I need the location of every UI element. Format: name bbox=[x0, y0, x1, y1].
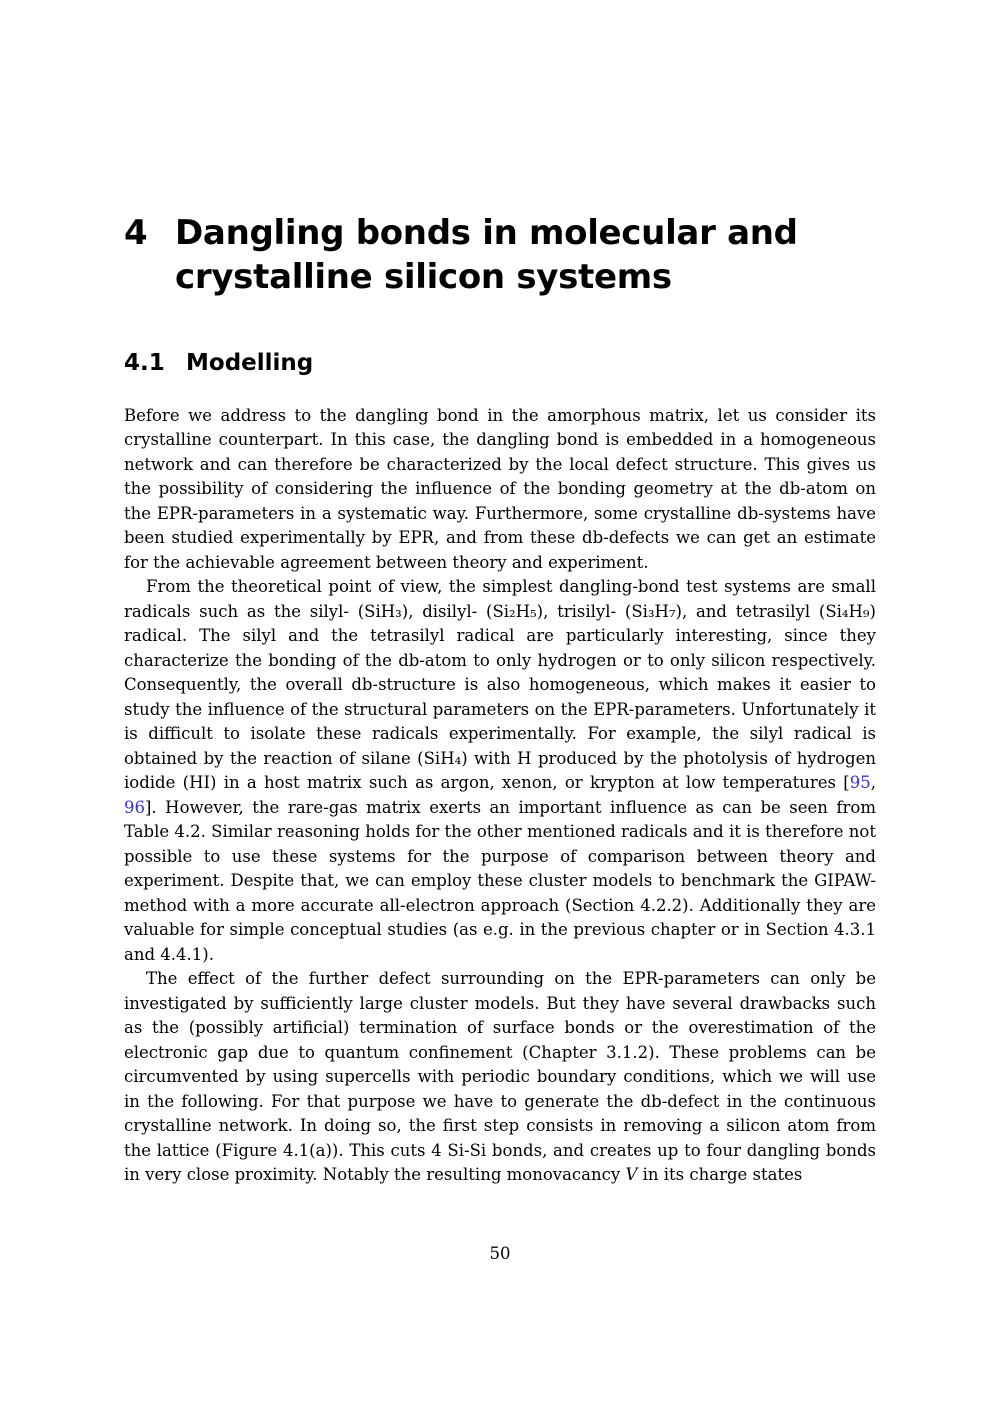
paragraph-3 bbox=[124, 967, 876, 1188]
chapter-title-line-1: Dangling bonds in molecular and bbox=[175, 213, 798, 253]
math-variable-v: V bbox=[625, 1165, 638, 1185]
page-content bbox=[124, 0, 876, 1188]
paragraph-2-text-cont: ]. However, the rare-gas matrix exerts an important influence as can be seen from Table 4.2. Similar reasoning holds for the other mentioned radicals and it is therefore not possible to use these systems for the purpose of comparison between theory and experiment. Despite that, we can employ these cluster models to benchmark the GIPAW-method with a more accurate all-electron approach (Section 4.2.2). Additionally they are valuable for simple conceptual studies (as e.g. in the previous chapter or in Section 4.3.1 and 4.4.1). bbox=[124, 797, 876, 964]
section-title: Modelling bbox=[186, 350, 314, 377]
chapter-title-line-2: crystalline silicon systems bbox=[175, 256, 672, 297]
citation-separator: , bbox=[870, 773, 876, 793]
page-footer bbox=[0, 1244, 1000, 1263]
citation-link-95[interactable]: 95 bbox=[849, 773, 871, 793]
chapter-title bbox=[175, 212, 798, 299]
citation-link-96[interactable]: 96 bbox=[124, 797, 145, 817]
page-number: 50 bbox=[489, 1244, 511, 1263]
paragraph-3-text: The effect of the further defect surrounding on the EPR-parameters can only be investigated by sufficiently large cluster models. But they have several drawbacks such as the (possibly artificial) termination of surface bonds or the overestimation of the electronic gap due to quantum confinement (Chapter 3.1.2). These problems can be circumvented by using supercells with periodic boundary conditions, which we will use in the following. For that purpose we have to generate the db-defect in the continuous crystalline network. In doing so, the first step consists in removing a silicon atom from the lattice (Figure 4.1(a)). This cuts 4 Si-Si bonds, and creates up to four dangling bonds in very close proximity. Notably the resulting monovacancy bbox=[124, 969, 876, 1185]
chapter-heading bbox=[124, 212, 876, 299]
paragraph-2 bbox=[124, 575, 876, 967]
paragraph-3-text-cont: in its charge states bbox=[637, 1165, 803, 1185]
body-text bbox=[124, 404, 876, 1188]
section-number: 4.1 bbox=[124, 350, 165, 377]
section-heading bbox=[124, 349, 876, 378]
paragraph-1: Before we address to the dangling bond in the amorphous matrix, let us consider its crystalline counterpart. In this case, the dangling bond is embedded in a homogeneous network and can therefore be characterized by the local defect structure. This gives us the possibility of considering the influence of the bonding geometry at the db-atom on the EPR-parameters in a systematic way. Furthermore, some crystalline db-systems have been studied experimentally by EPR, and from these db-defects we can get an estimate for the achievable agreement between theory and experiment. bbox=[124, 405, 876, 572]
chapter-number: 4 bbox=[124, 213, 148, 253]
paragraph-2-text: From the theoretical point of view, the simplest dangling-bond test systems are small radicals such as the silyl- (SiH₃), disilyl- (Si₂H₅), trisilyl- (Si₃H₇), and tetrasilyl (Si₄H₉) radical. The silyl and the tetrasilyl radical are particularly interesting, since they characterize the bonding of the db-atom to only hydrogen or to only silicon respectively. Consequently, the overall db-structure is also homogeneous, which makes it easier to study the influence of the structural parameters on the EPR-parameters. Unfortunately it is difficult to isolate these radicals experimentally. For example, the silyl radical is obtained by the reaction of silane (SiH₄) with H produced by the photolysis of hydrogen iodide (HI) in a host matrix such as argon, xenon, or krypton at low temperatures [ bbox=[124, 577, 876, 793]
